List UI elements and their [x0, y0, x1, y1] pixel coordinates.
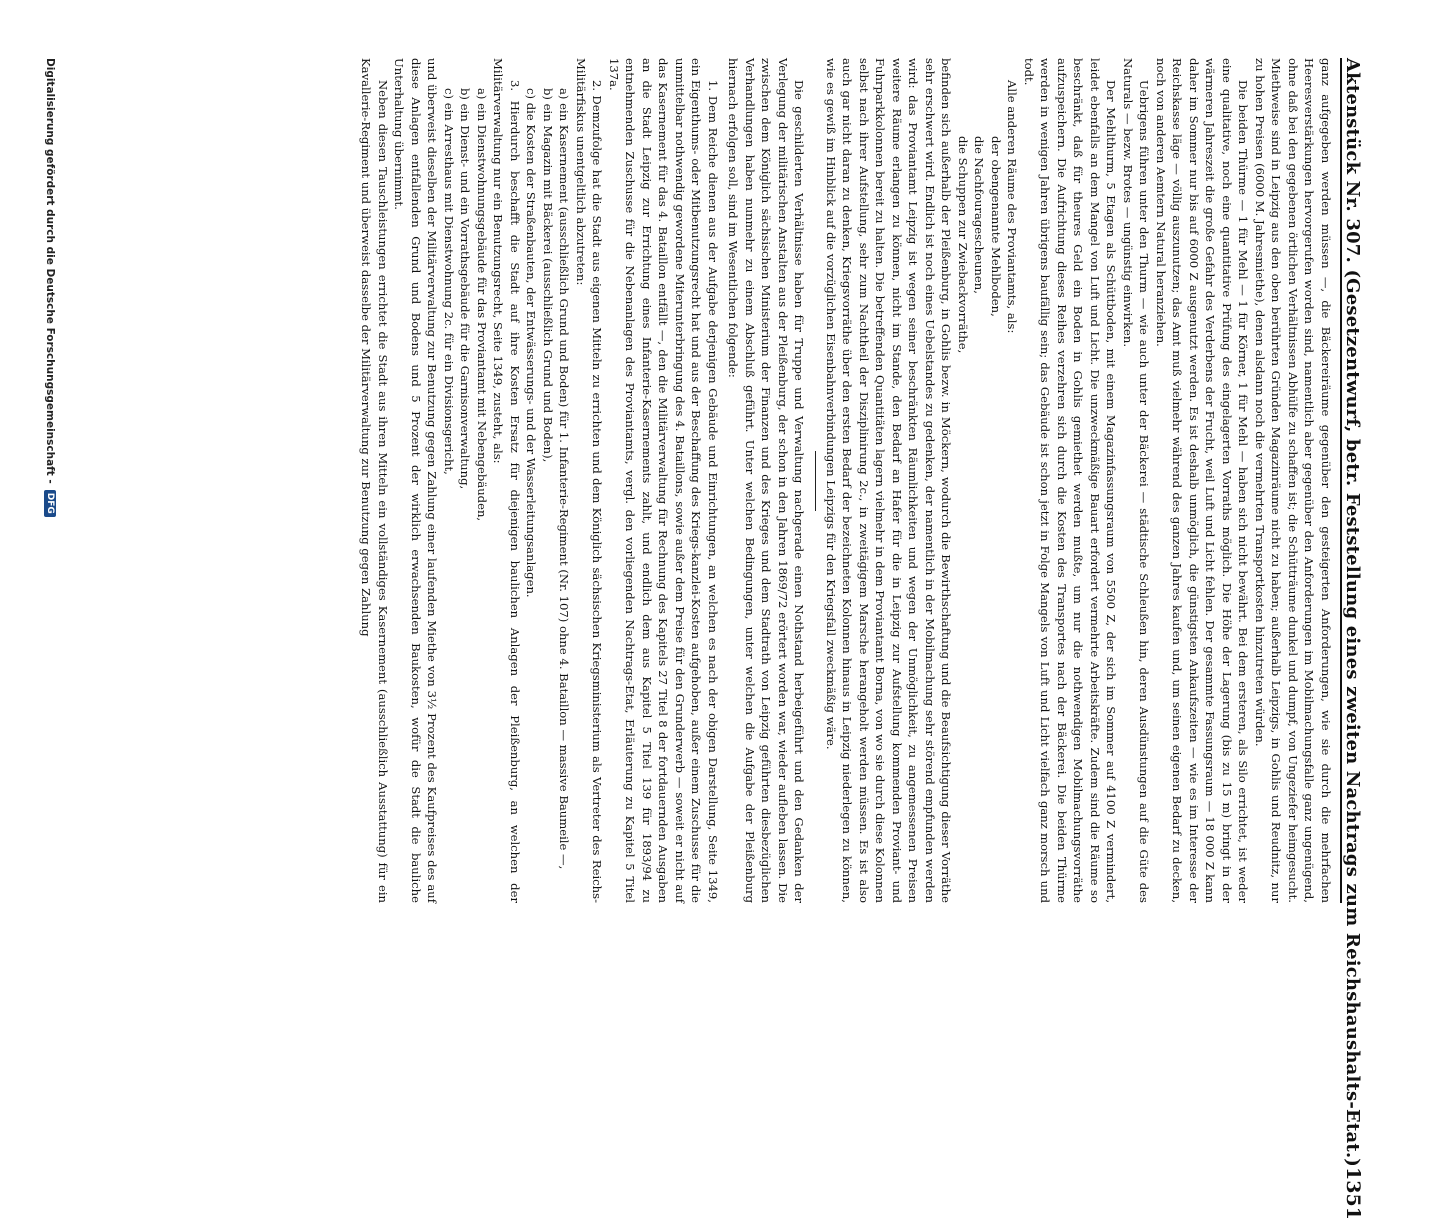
- list-item: c) die Kosten der Straßenbauten, der Entwässerungs- und der Wasserleitungsanlagen.: [524, 88, 539, 598]
- list-item: a) ein Dienstwohnungsgebäude für das Proviantamt mit Nebengebäuden,: [475, 88, 489, 522]
- paragraph-2: Die beiden Thürme — 1 für Mehl — 1 für Körner, 1 für Mehl — haben sich nicht bewährt. Bei dem ersteren, als Silo errichtet, ist weder eine qualitative, noch eine quantitative Prüfung des eingelagerten Vorraths möglich. Die Höhe der Lagerung (bis zu 15 m) bringt in der wärmeren Jahreszeit die große Gefahr des Verderbens der Frucht, weil Luft und Licht fehlen. Der gesammte Fassungsraum — 18 000 Z kann daher im Sommer nur bis auf 6000 Z ausgenutzt werden. Es ist deshalb unmöglich, die günstigsten Ankaufszeiten — wie es im Interesse der Reichskasse läge — völlig auszunutzen; das Amt muß vielmehr während des ganzen Jahres kaufen und, um seinen eigenen Bedarf zu decken, noch von anderen Aemtern Natural heranziehen.: [1154, 58, 1251, 903]
- paragraph-3: Uebrigens führen unter den Thurm — wie auch unter der Bäckerei — städtische Schleußen hin, deren Ausdünstungen auf die Güte des Naturals — bezw. Brotes — ungünstig einwirken.: [1121, 58, 1152, 903]
- digitization-credit: [44, 58, 56, 918]
- document-body: [358, 58, 1334, 903]
- paragraph-5: Alle anderen Räume des Proviantamts, als:: [1005, 80, 1020, 334]
- paragraph-7: Die geschilderten Verhältnisse haben für Truppe und Verwaltung nachgerade einen Nothstand herbeigeführt und den Gedanken der Verlegung der militärischen Anstalten aus der Pleißenburg, der schon in den Jahren 1869/72 erörtert worden war, wieder aufleben lassen. Die zwischen dem Königlich sächsischen Ministerium der Finanzen und des Krieges und dem Stadtrath von Leipzig geführten diesbezüglichen Verhandlungen haben nunmehr zu einem Abschluß geführt. Unter welchen Bedingungen, unter welchen die Aufgabe der Pleißenburg hiernach erfolgen soll, sind im Wesentlichen folgende:: [726, 58, 807, 903]
- document-title: Aktenstück Nr. 307. (Gesetzentwurf, betr. Feststellung eines zweiten Nachtrags zum Reichshaushalts-Etat.): [1342, 58, 1363, 1168]
- page-header: [1340, 58, 1380, 1220]
- section-3-list: [441, 88, 491, 903]
- list-item: die Nachfouragescheunen,: [972, 136, 987, 294]
- paragraph-8: 1. Dem Reiche dienen aus der Aufgabe derjenigen Gebäude und Einrichtungen, an welchen es nach der obigen Darstellung, Seite 1349, ein Eigenthums- oder Mitbenutzungsrecht hat und aus der Beschaffung des Kriegs-kanzlei-Kosten aufgehoben, außer einem Zuschusse für die unmittelbar nothwendig gewordene Miterunterbringung des 4. Bataillons, sowie außer dem Preise für den Grunderwerb — soweit er nicht auf das Kasernement für das 4. Bataillon entfällt —, den die Militärverwaltung für Rechnung des Kapitels 27 Titel 8 der fortdauernden Ausgaben an die Stadt Leipzig zur Errichtung eines Infanterie-Kasernements zahlt, und endlich dem aus Kapitel 5 Titel 139 für 1893/94 zu entnehmenden Zuschusse für die Nebenanlagen des Proviantamts, vergl. den vorliegenden Nachtrags-Etat, Erläuterung zu Kapitel 5 Titel 137a.: [607, 58, 720, 903]
- paragraph-12: Neben diesen Tauschleistungen errichtet die Stadt aus ihren Mitteln ein vollständiges Kasernement (ausschließlich Ausstattung) für ein Kavallerie-Regiment und überweist dasselbe der Militärverwaltung zur Benutzung gegen Zahlung: [359, 58, 390, 903]
- list-item: a) ein Kasernement (ausschließlich Grund und Boden) für 1. Infanterie-Regiment (Nr. 107) ohne 4. Bataillon — massive Baumeile —,: [557, 88, 572, 870]
- section-divider: [816, 451, 817, 511]
- list-item: b) ein Dienst- und ein Vorrathsgebäude für die Garnisonverwaltung,: [458, 88, 473, 490]
- paragraph-1: ganz aufgegeben werden müssen —, die Bäckereiräume gegenüber den gesteigerten Anforderungen, wie sie durch die mehrfachen Heeresverstärkungen hervorgerufen worden sind, namentlich aber gegenüber den Anforderungen im Mobilmachungsfalle ganz ungenügend, ohne daß bei den gegebenen örtlichen Verhältnissen Abhülfe zu schaffen ist; die Schütträume dunkel und dumpf, von Ungeziefer heimgesucht. Miethweise sind in Leipzig aus den oben berührten Gründen Magazinräume nicht zu haben; außerhalb Leipzigs, in Gohlis und Reudnitz, nur zu hohen Preisen (6000 M. Jahresmiethe), denen alsdann noch die vermehrten Transportkosten hinzutreten würden.: [1253, 58, 1333, 903]
- dfg-logo: DFG: [44, 490, 56, 517]
- section-2-list: [523, 88, 573, 903]
- rooms-list: [955, 136, 1005, 903]
- list-item: b) ein Magazin mit Bäckerei (ausschließlich Grund und Boden),: [541, 88, 555, 463]
- paragraph-4: Der Mehlthurm, 5 Etagen als Schüttboden, mit einem Magazinfassungsraum von 5500 Z, der sich im Sommer auf 4100 Z vermindert, leidet ebenfalls an dem Mangel von Luft und Licht. Die unzweckmäßige Bauart erfordert vermehrte Arbeitskräfte. Zudem sind die Räume so beschränkt, daß für theures Geld ein Boden in Gohlis gemiethet werden mußte, um nur die nothwendigen Mobilmachungsvorräthe aufzuspeichern. Die Aufrichtung dieses Reihes verzehren sich durch die Kosten des Transportes nach der Bäckerei. Die beiden Thürme werden in wenigen Jahren übrigens baufällig sein; das Gebäude ist schon jetzt in Folge Mangels von Luft und Licht vielfach ganz morsch und todt.: [1022, 58, 1119, 903]
- list-item: der obengenannte Mehlboden,: [989, 136, 1003, 317]
- list-item: die Schuppen zur Zwiebackvorräthe,: [956, 136, 970, 354]
- paragraph-10: 3. Hierdurch beschafft die Stadt auf ihre Kosten Ersatz für diejenigen baulichen Anlagen der Pleißenburg, an welchen der Militärverwaltung nur ein Benutzungsrecht, Seite 1349, zusteht, als:: [491, 58, 522, 903]
- paragraph-11: und überweist dieselben der Militärverwaltung zur Benutzung gegen Zahlung einer laufenden Miethe von 3½ Prozent des Kaufpreises des auf diese Anlagen entfallenden Grund und Bodens und 5 Prozent der wirklich erwachsenden Baukosten, wofür die Stadt die bauliche Unterhaltung übernimmt.: [392, 58, 440, 903]
- list-item: c) ein Arresthaus mit Dienstwohnung 2c. für ein Divisionsgericht,: [442, 88, 456, 475]
- page-number: 1351: [1342, 1167, 1364, 1220]
- credit-text: Digitalisierung gefördert durch die Deutsche Forschungsgemeinschaft -: [44, 58, 56, 484]
- paragraph-9: 2. Demzufolge hat die Stadt aus eigenen Mitteln zu errichten und dem Königlich sächsischen Kriegsministerium als Vertreter des Reichs-Militärfiskus unentgeltlich abzutreten:: [574, 58, 605, 903]
- paragraph-6: befinden sich außerhalb der Pleißenburg, in Gohlis bezw. in Möckern, wodurch die Bewirthschaftung und die Beaufsichtigung dieser Vorräthe sehr erschwert wird. Endlich ist noch eines Uebelstandes zu gedenken, der namentlich in der Mobilmachung sehr störend empfunden werden wird: das Proviantamt Leipzig ist wegen seiner beschränkten Räumlichkeiten und wegen der Unmöglichkeit, zu angemessenen Preisen weitere Räume erlangen zu können, nicht im Stande, den Bedarf an Hafer für die in Leipzig zur Aufstellung kommenden Proviant- und Fuhrparkkolonnen bereit zu halten. Die betreffenden Quantitäten lagern vielmehr in dem Proviantamt Borna, von wo sie durch diese Kolonnen selbst nach ihrer Aufstellung, sehr zum Nachtheil der Disziplinirung 2c., in zweitägigem Marsche herangeholt werden müssen. Es ist also auch gar nicht daran zu denken, Kriegsvorräthe über den ersten Bedarf der bezeichneten Kolonnen hinaus in Leipzig niederlegen zu können, wie es gewiß im Hinblick auf die vorzüglichen Eisenbahnverbindungen Leipzigs für den Kriegsfall zweckmäßig wäre.: [824, 58, 954, 903]
